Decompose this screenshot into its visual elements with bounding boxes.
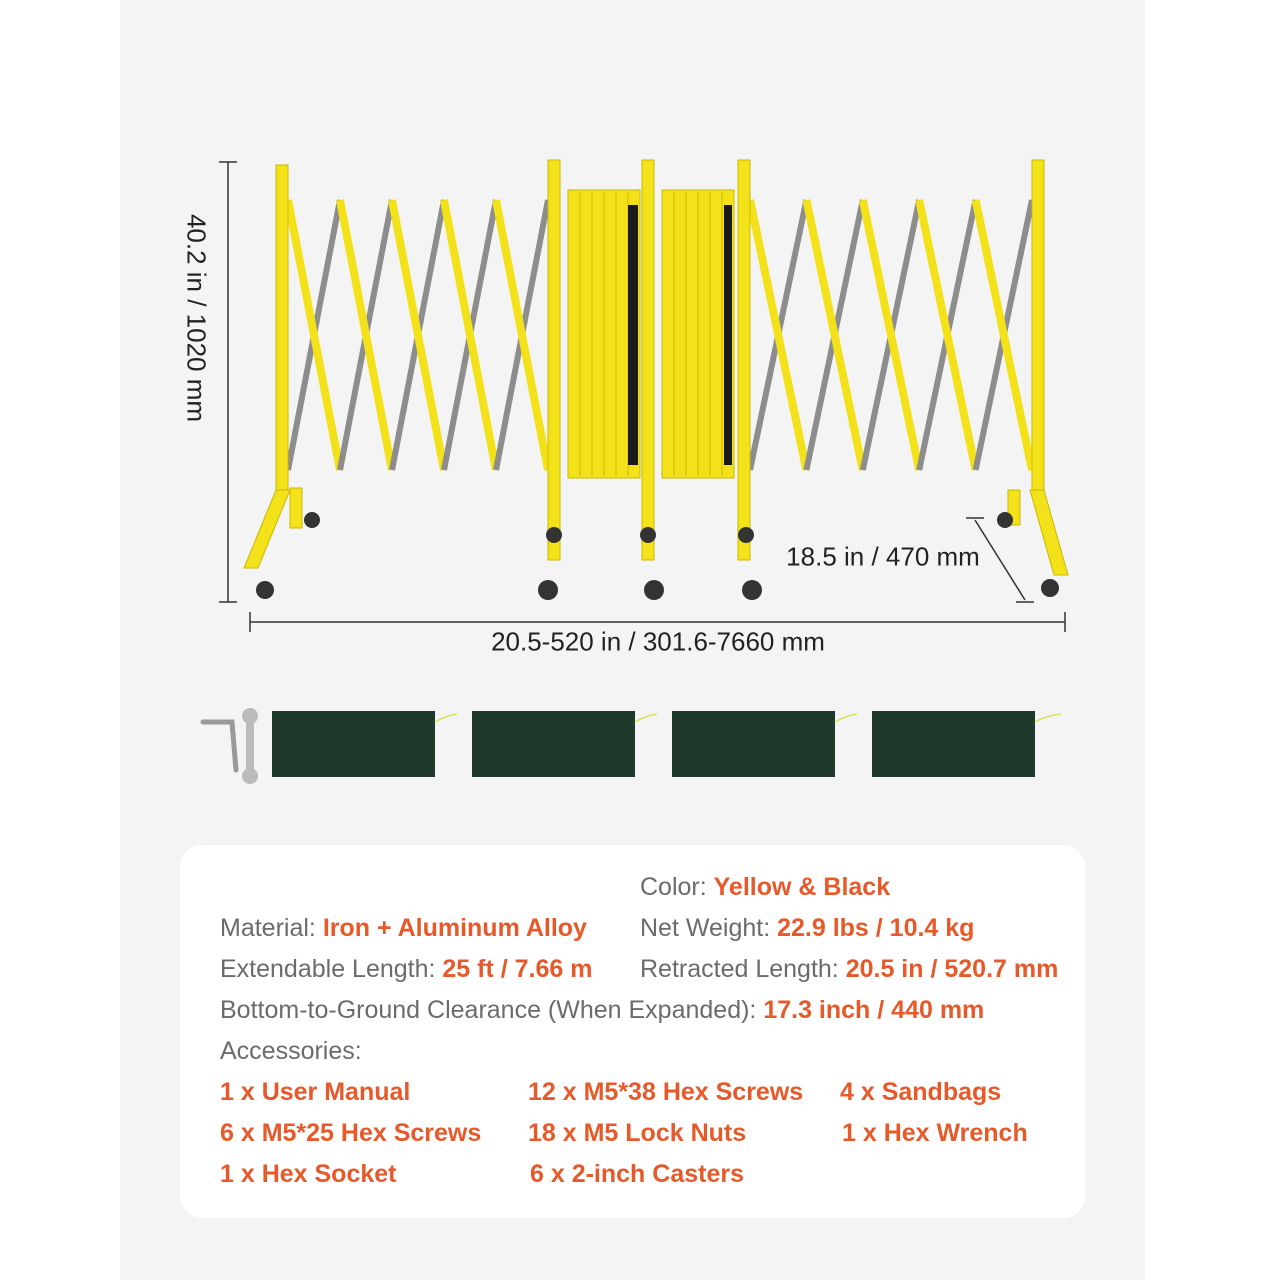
width-dimension: 20.5-520 in / 301.6-7660 mm [491, 626, 825, 657]
sandbag-icon [272, 711, 1035, 777]
accessory-item: 12 x M5*38 Hex Screws [528, 1078, 804, 1106]
accessory-item: 18 x M5 Lock Nuts [528, 1119, 747, 1147]
material-spec: Material: Iron + Aluminum Alloy [220, 914, 587, 942]
depth-dimension: 18.5 in / 470 mm [786, 541, 980, 572]
hex-socket-icon [203, 722, 236, 770]
barrier-frame [244, 160, 1068, 575]
clearance-spec: Bottom-to-Ground Clearance (When Expanded): 17.3 inch / 440 mm [220, 996, 985, 1024]
left-lattice [288, 200, 548, 470]
color-spec: Color: Yellow & Black [640, 873, 891, 901]
accessory-item: 1 x Hex Socket [220, 1160, 397, 1188]
wrench-icon [242, 708, 258, 784]
accessory-item: 1 x Hex Wrench [842, 1119, 1028, 1147]
extendable-length-spec: Extendable Length: 25 ft / 7.66 m [220, 955, 593, 983]
weight-spec: Net Weight: 22.9 lbs / 10.4 kg [640, 914, 975, 942]
accessory-item: 6 x M5*25 Hex Screws [220, 1119, 482, 1147]
retracted-length-spec: Retracted Length: 20.5 in / 520.7 mm [640, 955, 1059, 983]
accessory-item: 6 x 2-inch Casters [530, 1160, 744, 1188]
accessory-item: 4 x Sandbags [840, 1078, 1002, 1106]
accessory-item: 1 x User Manual [220, 1078, 411, 1106]
accessories-heading: Accessories: [220, 1037, 362, 1065]
specs-card [180, 845, 1085, 1218]
height-dimension: 40.2 in / 1020 mm [181, 213, 212, 423]
right-lattice [750, 200, 1032, 470]
